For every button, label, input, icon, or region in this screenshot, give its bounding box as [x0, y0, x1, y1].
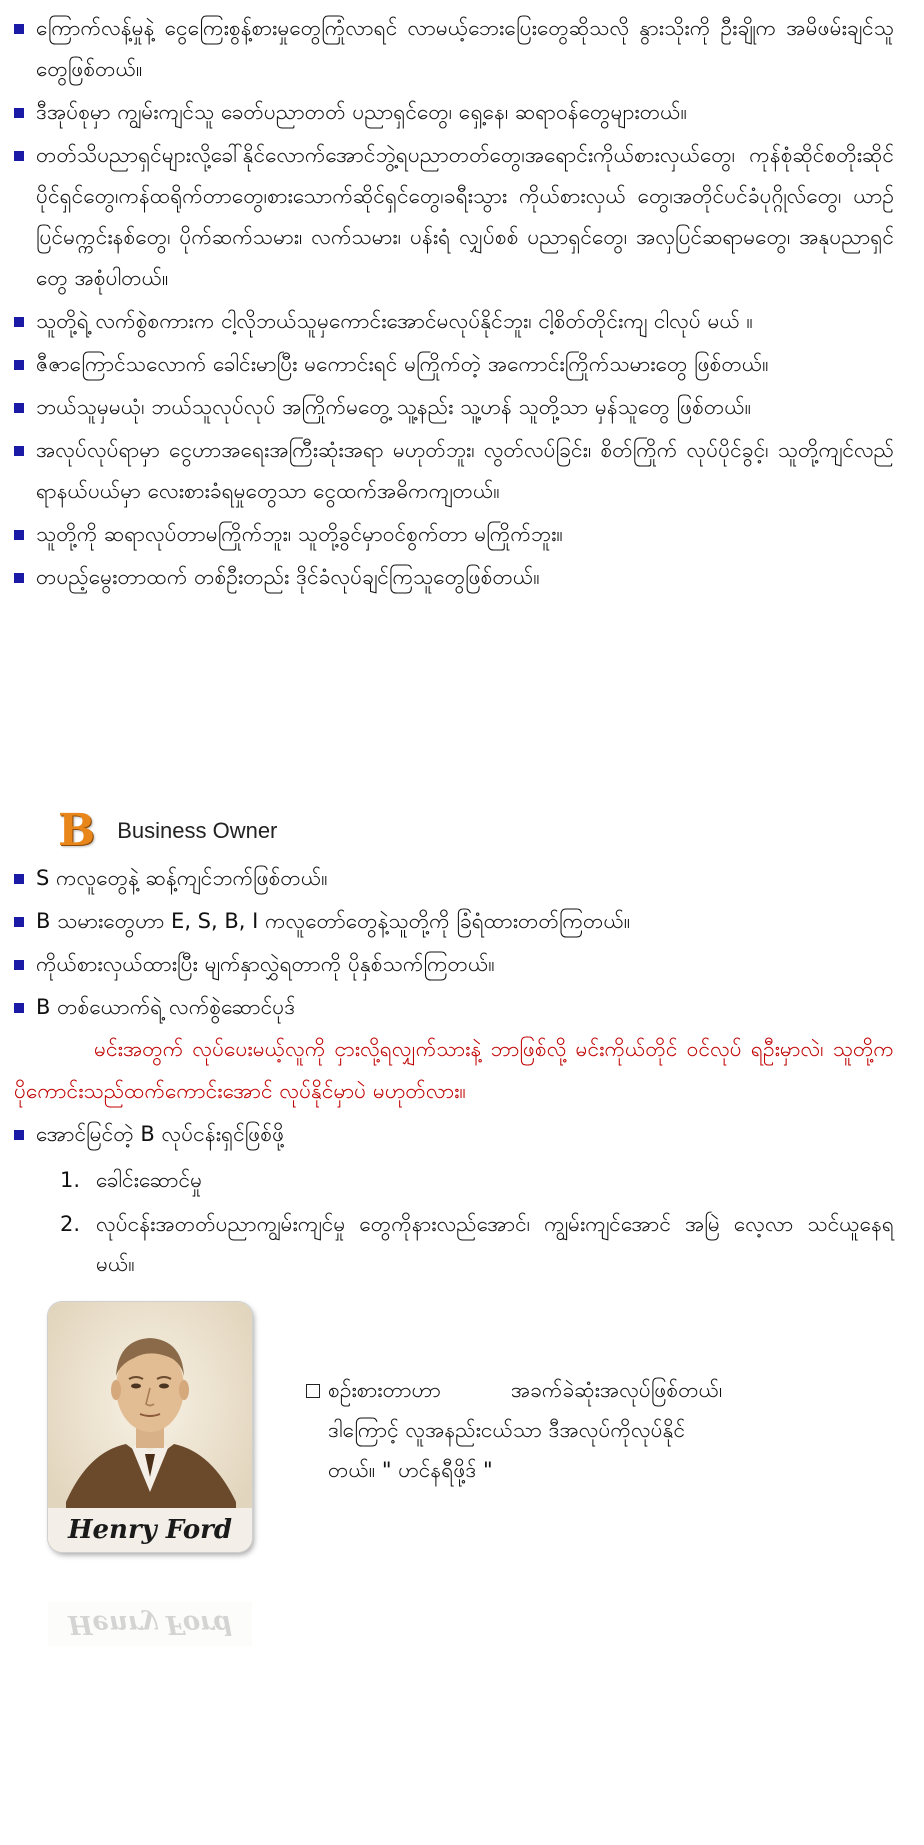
bullet-icon — [14, 24, 24, 34]
bullet-icon — [14, 1003, 24, 1013]
bullet-icon — [14, 530, 24, 540]
list-item: သူတို့ရဲ့ လက်စွဲစကားက ငါ့လိုဘယ်သူမှကောင်းအောင်မလုပ်နိုင်ဘူး၊ ငါ့စိတ်တိုင်းကျ ငါလုပ် မယ် ။ — [0, 301, 894, 342]
bullet-icon — [14, 151, 24, 161]
numbered-list — [60, 1160, 894, 1288]
business-owner-heading — [58, 805, 278, 856]
list-item: သူတို့ကို ဆရာလုပ်တာမကြိုက်ဘူး၊ သူတို့ခွင်မှာဝင်စွက်တာ မကြိုက်ဘူး။ — [0, 514, 894, 555]
list-item: S ကလူတွေနဲ့ ဆန့်ကျင်ဘက်ဖြစ်တယ်။ — [0, 858, 894, 899]
bullet-icon — [14, 874, 24, 884]
business-owner-motto: မင်းအတွက် လုပ်ပေးမယ့်လူကို ငှားလို့ရလျှက်သားနဲ့ ဘာဖြစ်လို့ မင်းကိုယ်တိုင် ဝင်လုပ် ရဦးမှာလဲ၊ သူတို့က ပိုကောင်းသည်ထက်ကောင်းအောင် လုပ်နိုင်မှာပဲ မဟုတ်လား။ — [14, 1037, 894, 1103]
list-item: ဘယ်သူမှမယုံ၊ ဘယ်သူလုပ်လုပ် အကြိုက်မတွေ့ သူ့နည်း သူ့ဟန် သူတို့သာ မှန်သူတွေ ဖြစ်တယ်။ — [0, 387, 894, 428]
list-item: B တစ်ယောက်ရဲ့ လက်စွဲဆောင်ပုဒ် — [0, 987, 894, 1028]
list-item: ကြောက်လန့်မှုနဲ့ ငွေကြေးစွန့်စားမှုတွေကြုံလာရင် လာမယ့်ဘေးပြေးတွေဆိုသလို နွားသိုးကို ဦးချိုက အမိဖမ်းချင်သူတွေဖြစ်တယ်။ — [0, 8, 894, 90]
bullet-icon — [14, 360, 24, 370]
signature-reflection: Henry Ford — [48, 1602, 252, 1646]
success-list — [0, 1114, 924, 1155]
bullet-icon — [14, 403, 24, 413]
numbered-item: 1. ခေါင်းဆောင်မှု — [60, 1168, 203, 1192]
bullet-icon — [14, 446, 24, 456]
list-item: တတ်သိပညာရှင်များလို့ခေါ်နိုင်လောက်အောင်ဘွဲ့ရပညာတတ်တွေ၊အရောင်းကိုယ်စားလှယ်တွေ၊ ကုန်စုံဆိုင်စတိုးဆိုင်ပိုင်ရှင်တွေ၊ကန်ထရိုက်တာတွေ၊စားသောက်ဆိုင်ရှင်တွေ၊ခရီးသွား ကိုယ်စားလှယ် တွေ၊အတိုင်ပင်ခံပုဂ္ဂိုလ်တွေ၊ ယာဉ်ပြင်မက္ကင်းနစ်တွေ၊ ပိုက်ဆက်သမား၊ လက်သမား၊ ပန်းရံ လျှပ်စစ် ပညာရှင်တွေ၊ အလှပြင်ဆရာမတွေ၊ အနုပညာရှင်တွေ အစုံပါတယ်။ — [0, 135, 894, 299]
bullet-icon — [14, 573, 24, 583]
bullet-icon — [14, 917, 24, 927]
list-item: ကိုယ်စားလှယ်ထားပြီး မျက်နှာလွှဲရတာကို ပိုနှစ်သက်ကြတယ်။ — [0, 944, 894, 985]
list-item: အောင်မြင်တဲ့ B လုပ်ငန်းရှင်ဖြစ်ဖို့ — [0, 1114, 894, 1155]
list-item: အလုပ်လုပ်ရာမှာ ငွေဟာအရေးအကြီးဆုံးအရာ မဟုတ်ဘူး၊ လွတ်လပ်ခြင်း၊ စိတ်ကြိုက် လုပ်ပိုင်ခွင့်၊ သူတို့ကျင်လည်ရာနယ်ပယ်မှာ လေးစားခံရမှုတွေသာ ငွေထက်အဓိကကျတယ်။ — [0, 430, 894, 512]
checkbox-square-icon — [306, 1384, 320, 1398]
self-employed-traits-list — [0, 8, 924, 600]
list-item: ဒီအုပ်စုမှာ ကျွမ်းကျင်သူ ခေတ်ပညာတတ် ပညာရှင်တွေ၊ ရှေ့နေ၊ ဆရာဝန်တွေများတယ်။ — [0, 92, 894, 133]
list-item: B သမားတွေဟာ E, S, B, I ကလူတော်တွေနဲ့သူတို့ကို ခြံရံထားတတ်ကြတယ်။ — [0, 901, 894, 942]
business-owner-traits-list — [0, 858, 924, 1030]
list-item: တပည့်မွေးတာထက် တစ်ဦးတည်း ဒိုင်ခံလုပ်ချင်ကြသူတွေဖြစ်တယ်။ — [0, 557, 894, 598]
numbered-item: 2. လုပ်ငန်းအတတ်ပညာကျွမ်းကျင်မှု တွေကိုနားလည်အောင်၊ ကျွမ်းကျင်အောင် အမြဲ လေ့လာ သင်ယူနေရမယ်။ — [60, 1212, 894, 1276]
signature: Henry Ford — [67, 1515, 233, 1545]
bullet-icon — [14, 1130, 24, 1140]
portrait-reflection — [48, 1556, 252, 1646]
b-logo-icon: B — [58, 805, 96, 856]
henry-ford-portrait — [48, 1302, 252, 1552]
bullet-icon — [14, 108, 24, 118]
section-title: Business Owner — [117, 818, 278, 843]
henry-ford-quote: စဥ်းစားတာဟာ အခက်ခဲဆုံးအလုပ်ဖြစ်တယ်၊ ဒါကြောင့် လူအနည်းငယ်သာ ဒီအလုပ်ကိုလုပ်နိုင် တယ်။ " ဟင်နရီဖို့ဒ် " — [306, 1370, 826, 1490]
bullet-icon — [14, 960, 24, 970]
list-item: ဇီဇာကြောင်သလောက် ခေါင်းမာပြီး မကောင်းရင် မကြိုက်တဲ့ အကောင်းကြိုက်သမားတွေ ဖြစ်တယ်။ — [0, 344, 894, 385]
bullet-icon — [14, 317, 24, 327]
